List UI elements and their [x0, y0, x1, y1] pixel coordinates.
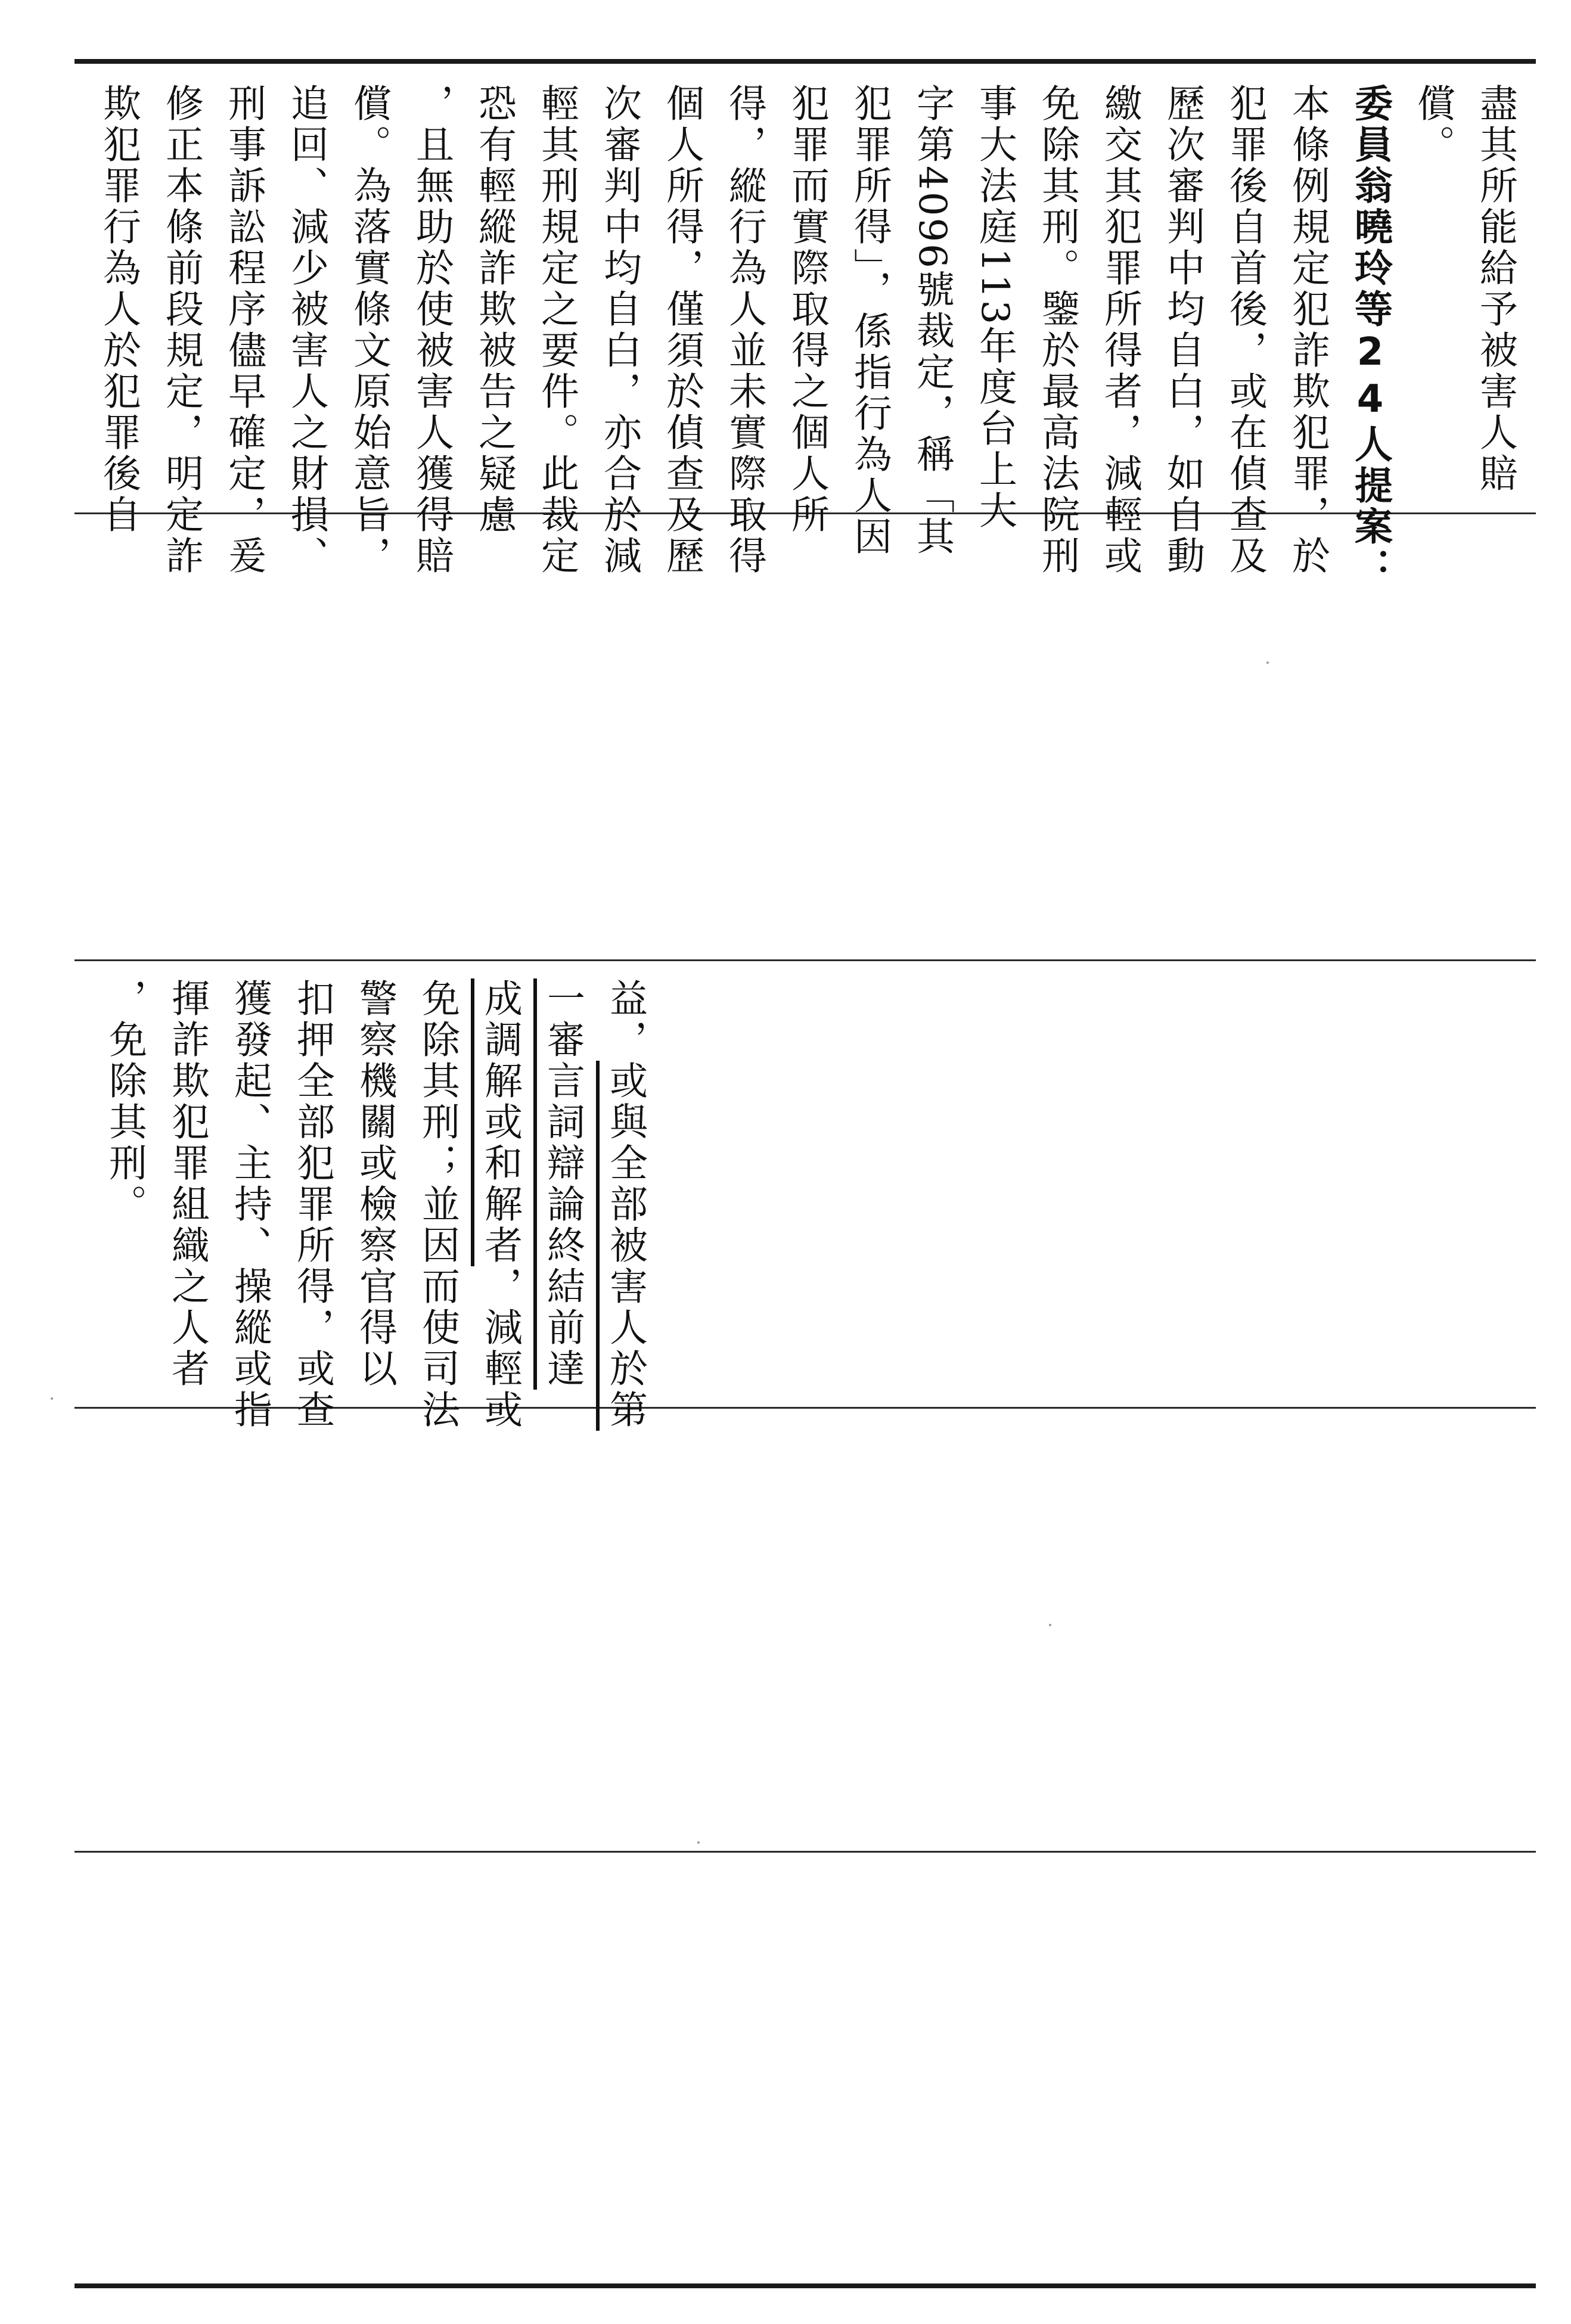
text-column: [1219, 83, 1271, 577]
scan-speck: [697, 1841, 700, 1844]
scan-speck: [1049, 1624, 1051, 1626]
text-segment: 事大法庭: [973, 83, 1017, 248]
text-segment: 欺犯罪行為人於犯罪後自: [97, 83, 141, 536]
text-column: [287, 978, 338, 1431]
text-column: [156, 83, 207, 577]
row-divider-4: [74, 1851, 1536, 1853]
text-column: [218, 83, 269, 577]
text-segment: 繳交其犯罪所得者，減輕或: [1098, 83, 1142, 577]
text-segment: 輕其刑規定之要件。此裁定: [535, 83, 579, 577]
text-column: [656, 83, 707, 577]
text-segment: 益，: [603, 978, 647, 1061]
text-column: [1032, 83, 1083, 577]
text-column: [474, 978, 526, 1431]
right-text-block: [77, 70, 1532, 589]
text-segment: 歷次審判中均自白，如自動: [1160, 83, 1204, 577]
text-column: [1094, 83, 1145, 577]
text-segment: ，且無助於使被害人獲得賠: [409, 83, 454, 577]
text-segment: 得，縱行為人並未實際取得: [722, 83, 766, 577]
text-column: [531, 83, 582, 577]
text-column: [594, 83, 645, 577]
text-column: [224, 978, 275, 1431]
text-column: [349, 978, 400, 1390]
underlined-text: 或與全部被害人於第: [603, 1061, 647, 1431]
text-segment: 扣押全部犯罪所得，或查: [290, 978, 334, 1431]
text-segment: 字第: [910, 83, 954, 166]
text-segment: 警察機關或檢察官得以: [353, 978, 397, 1390]
underlined-text: 一審言詞辯論終結前達: [541, 978, 585, 1390]
text-column: [406, 83, 457, 577]
text-segment: 個人所得，僅須於偵查及歷: [660, 83, 704, 577]
top-border-rule: [74, 59, 1536, 64]
underlined-text: 成調解或和解者: [478, 978, 522, 1266]
text-column: [281, 83, 332, 577]
text-number: 113: [973, 248, 1017, 327]
text-segment: 刑事訴訟程序儘早確定，爰: [222, 83, 266, 577]
text-column: [537, 978, 588, 1390]
text-column: [719, 83, 770, 577]
text-segment: 獲發起、主持、操縱或指: [228, 978, 272, 1431]
text-column: [1407, 83, 1458, 166]
text-segment: 犯罪所得」，係指行為人因: [847, 83, 892, 558]
scan-speck: [1266, 661, 1269, 664]
text-column: [412, 978, 463, 1431]
left-text-block: [77, 965, 1532, 1431]
text-segment: 犯罪後自首後，或在偵查及: [1223, 83, 1267, 577]
text-segment: 免除其刑；並因而使司法: [415, 978, 459, 1431]
text-segment: 委員翁曉玲等24人提案：: [1348, 83, 1392, 589]
text-column: [969, 83, 1020, 532]
text-column: [468, 83, 520, 536]
row-divider-2: [74, 959, 1536, 961]
proposal-heading: [1345, 83, 1396, 589]
text-segment: 揮詐欺犯罪組織之人者: [165, 978, 209, 1390]
text-column: [93, 83, 144, 536]
text-column: [162, 978, 213, 1390]
text-column: [1157, 83, 1208, 577]
text-column: [844, 83, 895, 558]
text-segment: 恐有輕縱詐欺被告之疑慮: [472, 83, 516, 536]
scan-speck: [51, 1397, 53, 1400]
text-segment: 犯罪而實際取得之個人所: [785, 83, 829, 536]
text-column: [600, 978, 651, 1431]
text-column: [99, 978, 150, 1225]
text-segment: 償。: [1411, 83, 1455, 166]
text-column: [781, 83, 833, 536]
text-column: [343, 83, 395, 577]
text-segment: 償。為落實條文原始意旨，: [347, 83, 391, 577]
text-segment: 盡其所能給予被害人賠: [1473, 83, 1517, 495]
text-number: 4096: [910, 166, 954, 270]
text-segment: 追回、減少被害人之財損、: [284, 83, 328, 577]
text-segment: 次審判中均自白，亦合於減: [597, 83, 641, 577]
text-segment: 年度台上大: [973, 326, 1017, 532]
text-segment: ，減輕或: [478, 1266, 522, 1431]
text-column: [1282, 83, 1333, 577]
bottom-border-rule: [74, 2283, 1536, 2288]
text-segment: 本條例規定犯詐欺犯罪，於: [1286, 83, 1330, 577]
text-segment: ，免除其刑。: [103, 978, 147, 1225]
text-column: [906, 83, 958, 558]
text-column: [1470, 83, 1521, 495]
text-segment: 免除其刑。鑒於最高法院刑: [1035, 83, 1079, 577]
text-segment: 修正本條前段規定，明定詐: [159, 83, 203, 577]
text-segment: 號裁定，稱「其: [910, 269, 954, 558]
